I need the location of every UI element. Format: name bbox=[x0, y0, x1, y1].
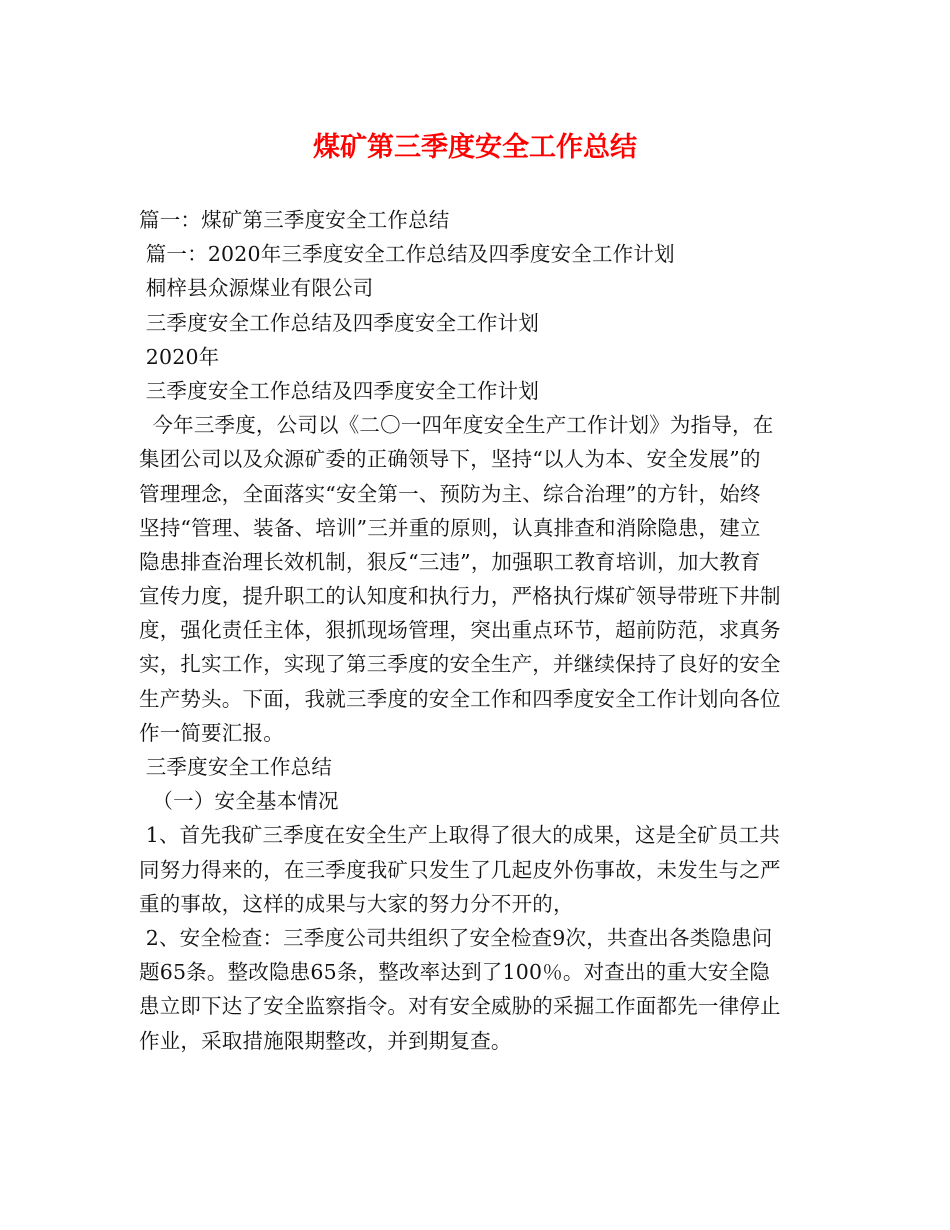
text-line: 2、安全检查：三季度公司共组织了安全检查9次，共查出各类隐患问 bbox=[139, 925, 773, 950]
text-line: 度，强化责任主体，狠抓现场管理，突出重点环节，超前防范，求真务 bbox=[139, 618, 781, 643]
text-line: 患立即下达了安全监察指令。对有安全威胁的采掘工作面都先一律停止 bbox=[139, 994, 781, 1019]
text-line: 题65条。整改隐患65条，整改率达到了100％。对查出的重大安全隐 bbox=[139, 960, 770, 985]
document-title: 煤矿第三季度安全工作总结 bbox=[313, 132, 637, 163]
text-line: 集团公司以及众源矿委的正确领导下，坚持“以人为本、安全发展”的 bbox=[139, 447, 761, 472]
text-line: 作业，采取措施限期整改，并到期复查。 bbox=[139, 1028, 512, 1053]
text-line: 三季度安全工作总结及四季度安全工作计划 bbox=[139, 378, 540, 403]
text-line: 2020年 bbox=[139, 344, 220, 369]
text-line: 三季度安全工作总结及四季度安全工作计划 bbox=[139, 310, 540, 335]
text-line: 宣传力度，提升职工的认知度和执行力，严格执行煤矿领导带班下井制 bbox=[139, 584, 781, 609]
text-line: 隐患排查治理长效机制，狠反“三违”，加强职工教育培训，加大教育 bbox=[139, 549, 761, 574]
text-line: 同努力得来的，在三季度我矿只发生了几起皮外伤事故，未发生与之严 bbox=[139, 857, 781, 882]
text-line: 实，扎实工作，实现了第三季度的安全生产，并继续保持了良好的安全 bbox=[139, 652, 781, 677]
text-line: 管理理念，全面落实“安全第一、预防为主、综合治理”的方针，始终 bbox=[139, 481, 761, 506]
document-body bbox=[139, 203, 819, 1058]
text-line: 重的事故，这样的成果与大家的努力分不开的， bbox=[139, 891, 574, 916]
text-line: 作一简要汇报。 bbox=[139, 720, 284, 745]
text-line: 坚持“管理、装备、培训”三并重的原则，认真排查和消除隐患，建立 bbox=[139, 515, 761, 540]
text-line: 桐梓县众源煤业有限公司 bbox=[139, 276, 374, 301]
text-line: 三季度安全工作总结 bbox=[139, 755, 333, 779]
text-line: （一）安全基本情况 bbox=[139, 789, 339, 814]
text-line: 篇一：2020年三季度安全工作总结及四季度安全工作计划 bbox=[139, 242, 675, 267]
text-line: 生产势头。下面，我就三季度的安全工作和四季度安全工作计划向各位 bbox=[139, 686, 781, 711]
text-line: 今年三季度，公司以《二〇一四年度安全生产工作计划》为指导，在 bbox=[139, 413, 774, 438]
text-line: 篇一：煤矿第三季度安全工作总结 bbox=[139, 208, 450, 232]
text-line: 1、首先我矿三季度在安全生产上取得了很大的成果，这是全矿员工共 bbox=[139, 823, 780, 848]
